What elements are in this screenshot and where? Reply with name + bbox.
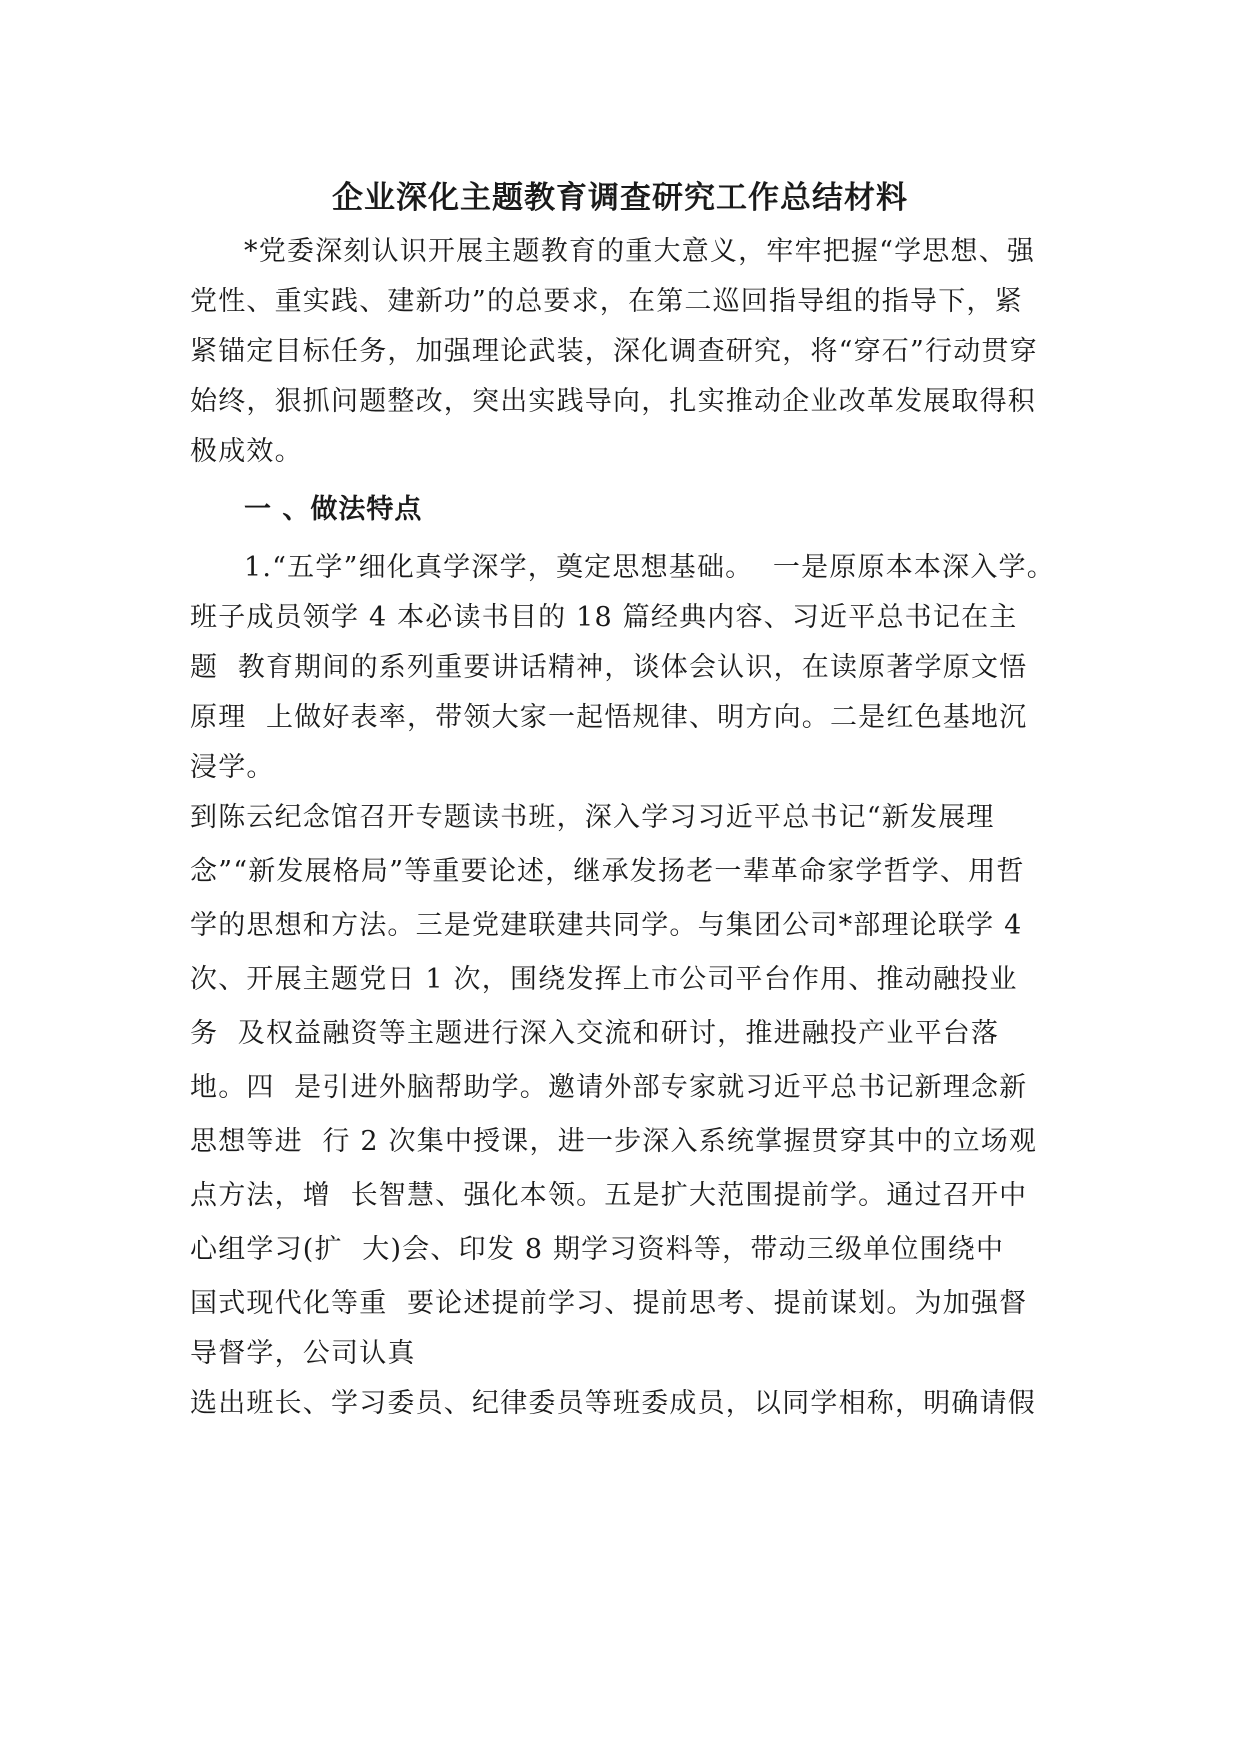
document-title: 企业深化主题教育调查研究工作总结材料 xyxy=(332,180,908,216)
body-line: 学的思想和方法。三是党建联建共同学。与集团公司*部理论联学 4 xyxy=(190,910,1023,941)
body-line: 导督学，公司认真 xyxy=(190,1338,416,1369)
body-line: 点方法，增 长智慧、强化本领。五是扩大范围提前学。通过召开中 xyxy=(190,1180,1028,1211)
body-line: 心组学习(扩 大)会、印发 8 期学习资料等，带动三级单位围绕中 xyxy=(190,1234,1005,1265)
intro-line: 党性、重实践、建新功”的总要求，在第二巡回指导组的指导下，紧 xyxy=(190,286,1023,317)
body-line: 国式现代化等重 要论述提前学习、提前思考、提前谋划。为加强督 xyxy=(190,1288,1028,1319)
intro-line: 紧锚定目标任务，加强理论武装，深化调查研究，将“穿石”行动贯穿 xyxy=(190,336,1038,367)
intro-line: 始终，狠抓问题整改，突出实践导向，扎实推动企业改革发展取得积 xyxy=(190,386,1036,417)
body-line: 浸学。 xyxy=(190,752,275,783)
body-line: 念”“新发展格局”等重要论述，继承发扬老一辈革命家学哲学、用哲 xyxy=(190,856,1025,887)
body-line: 题 教育期间的系列重要讲话精神，谈体会认识，在读原著学原文悟 xyxy=(190,652,1028,683)
intro-line: 极成效。 xyxy=(190,436,303,467)
body-line: 选出班长、学习委员、纪律委员等班委成员，以同学相称，明确请假 xyxy=(190,1388,1036,1419)
body-line: 思想等进 行 2 次集中授课，进一步深入系统掌握贯穿其中的立场观 xyxy=(190,1126,1038,1157)
body-line: 到陈云纪念馆召开专题读书班，深入学习习近平总书记“新发展理 xyxy=(190,802,995,833)
section-heading: 一 、做法特点 xyxy=(244,494,423,525)
body-line: 务 及权益融资等主题进行深入交流和研讨，推进融投产业平台落 xyxy=(190,1018,1000,1049)
body-line: 地。四 是引进外脑帮助学。邀请外部专家就习近平总书记新理念新 xyxy=(190,1072,1028,1103)
body-line: 班子成员领学 4 本必读书目的 18 篇经典内容、习近平总书记在主 xyxy=(190,602,1018,633)
body-line: 原理 上做好表率，带领大家一起悟规律、明方向。二是红色基地沉 xyxy=(190,702,1028,733)
intro-line: *党委深刻认识开展主题教育的重大意义，牢牢把握“学思想、强 xyxy=(244,236,1036,267)
body-line: 次、开展主题党日 1 次，围绕发挥上市公司平台作用、推动融投业 xyxy=(190,964,1018,995)
body-line: 1.“五学”细化真学深学，奠定思想基础。 一是原原本本深入学。 xyxy=(244,552,1055,583)
